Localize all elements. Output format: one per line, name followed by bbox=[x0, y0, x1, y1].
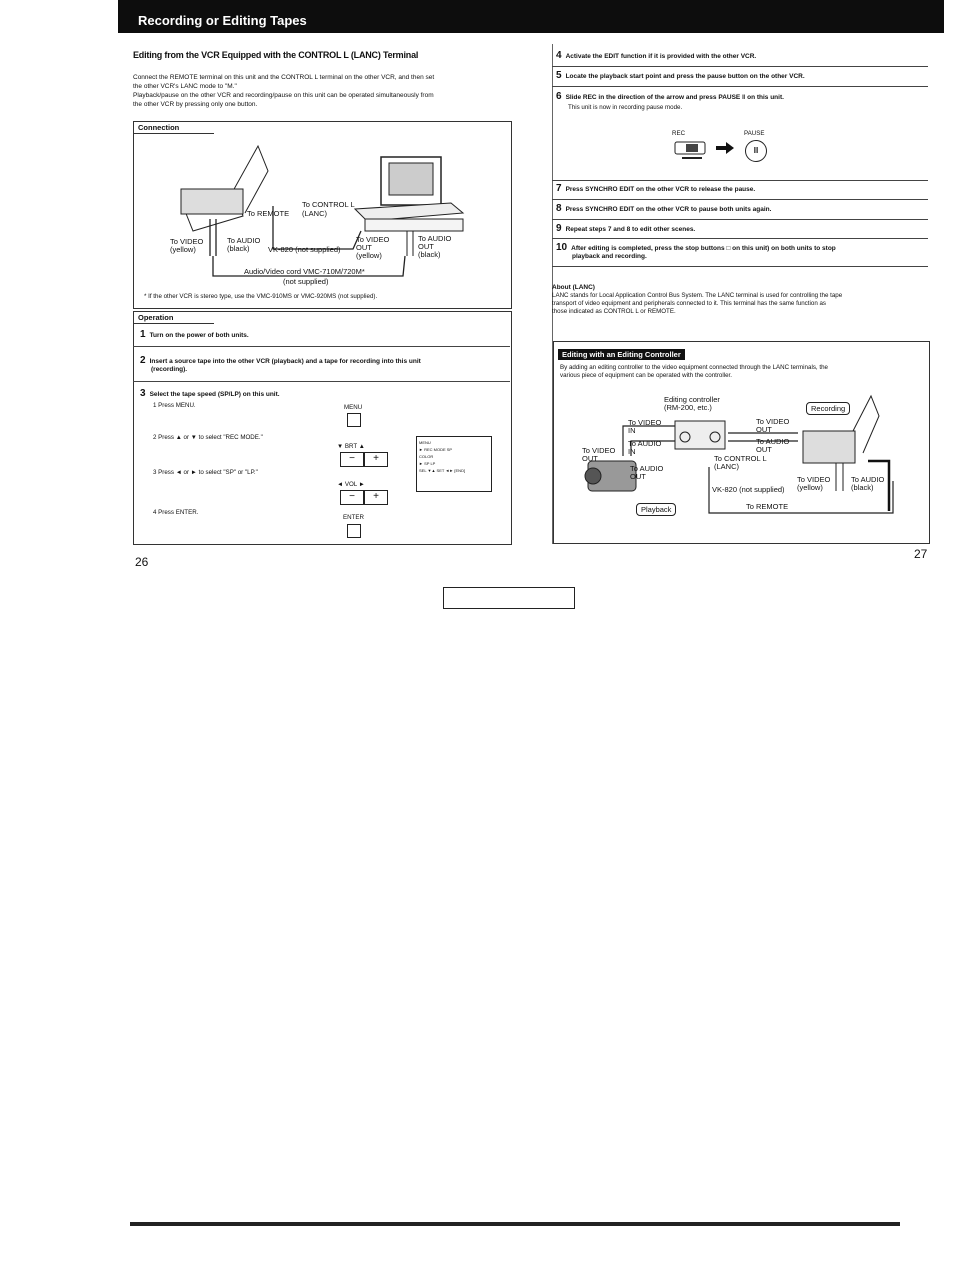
page-number-right: 27 bbox=[914, 547, 928, 561]
step-number: 3 bbox=[140, 388, 146, 399]
intro-line: the other VCR by pressing only one button. bbox=[133, 101, 258, 108]
vol-label: ◄ VOL ► bbox=[337, 481, 365, 488]
label-in: IN bbox=[628, 426, 636, 435]
label-to-audio-in: To AUDIO bbox=[628, 439, 662, 448]
label-out: OUT bbox=[418, 242, 434, 251]
label-out: OUT bbox=[356, 243, 372, 252]
step-text: Press SYNCHRO EDIT on the other VCR to pause both units again. bbox=[565, 206, 772, 213]
divider bbox=[133, 381, 510, 382]
menu-button[interactable] bbox=[347, 413, 361, 427]
step-number: 5 bbox=[556, 70, 562, 81]
rec-label: REC bbox=[672, 130, 686, 137]
rec-slider-icon[interactable] bbox=[672, 136, 717, 162]
label-to-video-out: To VIDEO bbox=[356, 235, 390, 244]
label-to-audio: To AUDIO bbox=[851, 475, 885, 484]
label-out: OUT bbox=[756, 425, 772, 434]
footnote: * If the other VCR is stereo type, use the VMC-910MS or VMC-920MS (not supplied). bbox=[144, 293, 378, 300]
playback-label: Playback bbox=[636, 503, 676, 516]
plus-button[interactable]: + bbox=[364, 490, 388, 505]
controller-intro-line: various piece of equipment can be operated with the controller. bbox=[560, 372, 732, 379]
label-to-audio: To AUDIO bbox=[227, 236, 261, 245]
label-vk820: VK-820 (not supplied) bbox=[712, 485, 785, 494]
divider bbox=[552, 86, 928, 87]
screen-rec-mode: ► REC MODE SP bbox=[419, 447, 453, 452]
label-black: (black) bbox=[227, 244, 250, 253]
divider bbox=[552, 66, 928, 67]
screen-color: COLOR bbox=[419, 454, 434, 459]
step-3 bbox=[140, 390, 280, 399]
operation-heading: Operation bbox=[134, 312, 214, 324]
label-lanc: (LANC) bbox=[302, 209, 328, 218]
label-to-control-l: To CONTROL L bbox=[714, 454, 767, 463]
header-bar bbox=[118, 0, 944, 33]
scan-artifact-line bbox=[130, 1222, 900, 1226]
label-to-audio-out: To AUDIO bbox=[418, 234, 452, 243]
label-to-audio-out-top: To AUDIO bbox=[756, 437, 790, 446]
step-6 bbox=[556, 93, 784, 102]
label-to-video-in: To VIDEO bbox=[628, 418, 662, 427]
step-text: Select the tape speed (SP/LP) on this unit. bbox=[149, 391, 280, 398]
substep-3: 3 Press ◄ or ► to select "SP" or "LP." bbox=[153, 469, 258, 476]
step-text: Slide REC in the direction of the arrow and press PAUSE ‖ on this unit. bbox=[565, 94, 784, 101]
brt-label: ▼ BRT ▲ bbox=[337, 443, 365, 450]
about-title: About (LANC) bbox=[552, 284, 595, 291]
controller-intro-line: By adding an editing controller to the video equipment connected through the LANC terminals, the bbox=[560, 364, 828, 371]
recording-label: Recording bbox=[806, 402, 850, 415]
step-number: 4 bbox=[556, 50, 562, 61]
step-number: 6 bbox=[556, 91, 562, 102]
menu-screen bbox=[416, 436, 492, 492]
step-5 bbox=[556, 72, 805, 81]
step-7 bbox=[556, 185, 755, 194]
step-8 bbox=[556, 205, 771, 214]
step-text: Repeat steps 7 and 8 to edit other scenes. bbox=[565, 226, 696, 233]
label-vk820: VK-820 (not supplied) bbox=[268, 245, 341, 254]
label-to-video-out-top: To VIDEO bbox=[756, 417, 790, 426]
step-number: 1 bbox=[140, 329, 146, 340]
step-text: Press SYNCHRO EDIT on the other VCR to release the pause. bbox=[565, 186, 756, 193]
screen-sp-lp: ► SP LP bbox=[419, 461, 436, 466]
step-number: 7 bbox=[556, 183, 562, 194]
divider bbox=[133, 346, 510, 347]
step-9 bbox=[556, 225, 695, 234]
label-to-control-l: To CONTROL L bbox=[302, 200, 355, 209]
connection-heading: Connection bbox=[134, 122, 214, 134]
label-to-video: To VIDEO bbox=[797, 475, 831, 484]
label-cord: Audio/Video cord VMC-710M/720M* bbox=[244, 267, 365, 276]
about-line: LANC stands for Local Application Control Bus System. The LANC terminal is used for controlling the tape bbox=[552, 292, 843, 299]
about-line: those indicated as CONTROL L or REMOTE. bbox=[552, 308, 676, 315]
divider bbox=[552, 266, 928, 267]
step-text: (recording). bbox=[151, 366, 188, 373]
step-text: Locate the playback start point and press the pause button on the other VCR. bbox=[565, 73, 805, 80]
header-title: Recording or Editing Tapes bbox=[138, 13, 307, 28]
label-out-yellow: (yellow) bbox=[356, 251, 382, 260]
minus-button[interactable]: − bbox=[340, 452, 364, 467]
about-text bbox=[552, 292, 930, 316]
pause-button[interactable]: II bbox=[745, 140, 767, 162]
enter-label: ENTER bbox=[343, 514, 364, 521]
label-out: OUT bbox=[756, 445, 772, 454]
label-in: IN bbox=[628, 447, 636, 456]
pause-label: PAUSE bbox=[744, 130, 765, 137]
screen-menu-title: MENU bbox=[419, 440, 431, 445]
substep-1: 1 Press MENU. bbox=[153, 402, 196, 409]
arrow-right-icon bbox=[716, 142, 736, 154]
divider bbox=[552, 180, 928, 181]
label-to-remote: To REMOTE bbox=[247, 209, 290, 218]
divider bbox=[552, 219, 928, 220]
enter-button[interactable] bbox=[347, 524, 361, 538]
label-model: (RM-200, etc.) bbox=[664, 403, 712, 412]
substep-2: 2 Press ▲ or ▼ to select "REC MODE." bbox=[153, 434, 263, 441]
label-black: (black) bbox=[851, 483, 874, 492]
intro-line: the other VCR's LANC mode to "M." bbox=[133, 83, 237, 90]
substep-4: 4 Press ENTER. bbox=[153, 509, 199, 516]
label-lanc: (LANC) bbox=[714, 462, 740, 471]
step-text: Turn on the power of both units. bbox=[149, 332, 249, 339]
controller-heading: Editing with an Editing Controller bbox=[558, 349, 685, 360]
step-1 bbox=[140, 331, 249, 340]
step-10 bbox=[556, 244, 926, 261]
step-number: 10 bbox=[556, 242, 568, 253]
label-editing-controller: Editing controller bbox=[664, 395, 720, 404]
label-to-video-out-left: To VIDEO bbox=[582, 446, 616, 455]
step-6-sub: This unit is now in recording pause mode. bbox=[568, 104, 683, 111]
plus-button[interactable]: + bbox=[364, 452, 388, 467]
screen-footer: SEL ▼▲ SET ◄► [END] bbox=[419, 468, 466, 473]
intro-text bbox=[133, 73, 513, 109]
label-out-black: (black) bbox=[418, 250, 441, 259]
step-number: 2 bbox=[140, 355, 146, 366]
label-out: OUT bbox=[630, 472, 646, 481]
step-number: 9 bbox=[556, 223, 562, 234]
step-text: Insert a source tape into the other VCR (playback) and a tape for recording into this unit bbox=[149, 358, 421, 365]
intro-line: Playback/pause on the other VCR and recording/pause on this unit can be operated simultaneously from bbox=[133, 92, 434, 99]
divider bbox=[552, 238, 928, 239]
menu-label: MENU bbox=[344, 404, 363, 411]
label-to-video: To VIDEO bbox=[170, 237, 204, 246]
label-to-audio-out-left: To AUDIO bbox=[630, 464, 664, 473]
controller-diagram bbox=[553, 341, 928, 542]
label-to-remote: To REMOTE bbox=[746, 502, 789, 511]
step-text: playback and recording. bbox=[572, 253, 647, 260]
divider bbox=[552, 199, 928, 200]
intro-line: Connect the REMOTE terminal on this unit and the CONTROL L terminal on the other VCR, and then set bbox=[133, 74, 435, 81]
label-out: OUT bbox=[582, 454, 598, 463]
label-yellow: (yellow) bbox=[170, 245, 196, 254]
step-4 bbox=[556, 52, 756, 61]
about-line: transport of video equipment and peripherals connected to it. This terminal has the same function as bbox=[552, 300, 827, 307]
step-text: Activate the EDIT function if it is provided with the other VCR. bbox=[565, 53, 757, 60]
step-number: 8 bbox=[556, 203, 562, 214]
step-2 bbox=[140, 357, 500, 374]
scan-artifact-box bbox=[443, 587, 575, 609]
step-text: After editing is completed, press the stop buttons □ on this unit) on both units to stop bbox=[571, 245, 836, 252]
label-yellow: (yellow) bbox=[797, 483, 823, 492]
page-number-left: 26 bbox=[135, 555, 149, 569]
section-title: Editing from the VCR Equipped with the CONTROL L (LANC) Terminal bbox=[133, 50, 419, 60]
minus-button[interactable]: − bbox=[340, 490, 364, 505]
label-cord-note: (not supplied) bbox=[283, 277, 329, 286]
